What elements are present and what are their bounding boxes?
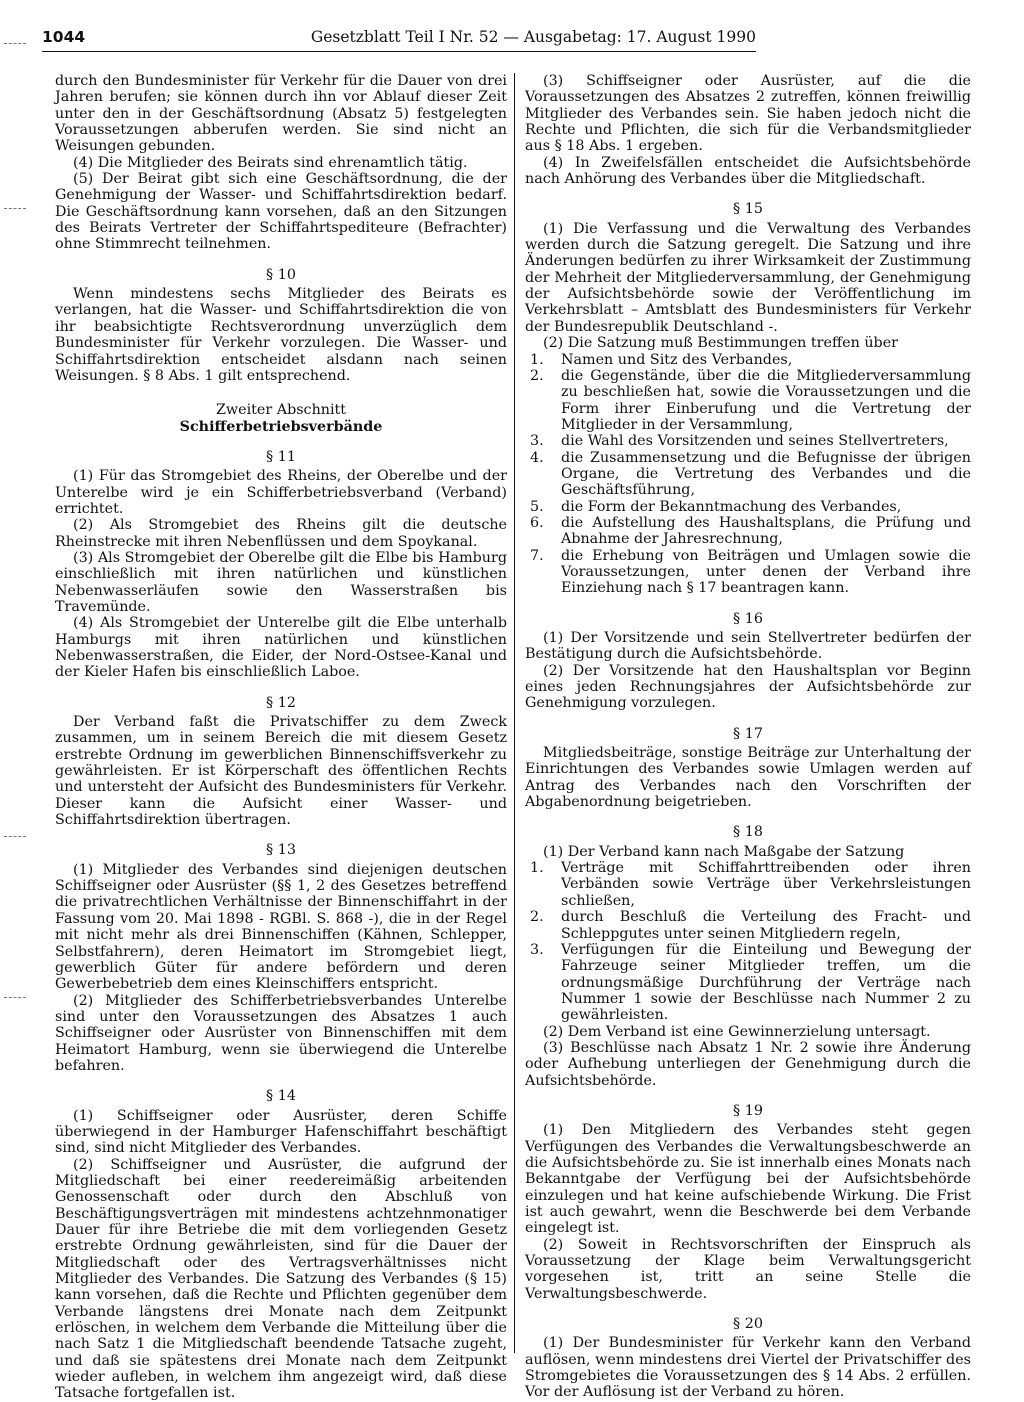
right-column xyxy=(525,73,971,1401)
list-item-number: 7. xyxy=(530,547,544,564)
list-item-text: die Erhebung von Beiträgen und Umlagen sowie die Voraussetzungen, unter denen der Verband ihre Einziehung nach § 17 beantragen kann. xyxy=(561,547,971,597)
enumeration-list xyxy=(525,860,971,1023)
list-item-text: die Aufstellung des Haushaltsplans, die Prüfung und Abnahme der Jahresrechnung, xyxy=(561,514,971,548)
paragraph: (4) Die Mitglieder des Beirats sind ehrenamtlich tätig. xyxy=(73,154,468,171)
paragraph: (1) Den Mitgliedern des Verbandes steht gegen Verfügungen des Verbandes die Verwaltungsbeschwerde an die Aufsichtsbehörde zu. Sie ist innerhalb eines Monats nach Bekanntgabe der Verfügung bei der Aufsichtsbehörde einzulegen und hat keine aufschiebende Wirkung. Die Frist ist auch gewahrt, wenn die Beschwerde bei dem Verbande eingelegt ist. xyxy=(525,1122,971,1237)
paragraph: (2) Schiffseigner und Ausrüster, die aufgrund der Mitgliedschaft bei einer reedereimäßig arbeitenden Genossenschaft oder durch den Abschluß von Beschäftigungsverträgen mit mindestens achtzehnmonatiger Dauer für ihre Betriebe die mit dem vorliegenden Gesetz erstrebte Ordnung gewährleisten, sind für die Dauer der Mitgliedschaft oder des Vertragsverhältnisses nicht Mitglieder des Verbandes. Die Satzung des Verbandes (§ 15) kann vorsehen, daß die Rechte und Pflichten gegenüber dem Verbande längstens drei Monate nach dem Zeitpunkt erlöschen, in welchem dem Verbande die Mitteilung über die nach Satz 1 die Mitgliedschaft beendende Tatsache zugeht, und daß sie spätestens drei Monate nach dem Zeitpunkt wieder aufleben, in welchem ihm angezeigt wird, daß diese Tatsache fortgefallen ist. xyxy=(55,1156,507,1402)
list-item-text: die Wahl des Vorsitzenden und seines Stellvertreters, xyxy=(561,433,949,450)
section-heading-16: § 16 xyxy=(733,610,763,627)
list-item-number: 6. xyxy=(530,514,544,531)
paragraph: (2) Die Satzung muß Bestimmungen treffen über xyxy=(543,335,898,352)
section-heading-10: § 10 xyxy=(266,266,296,283)
paragraph: (4) Als Stromgebiet der Unterelbe gilt die Elbe unterhalb Hamburgs mit ihren natürlichen und künstlichen Nebenwasserstraßen, die Eider, der Nord-Ostsee-Kanal und der Kieler Hafen bis einschließlich Laboe. xyxy=(55,615,507,681)
list-item xyxy=(525,860,971,909)
list-item-text: die Zusammensetzung und die Befugnisse der übrigen Organe, die Vertretung des Verbandes und die Geschäftsführung, xyxy=(561,449,971,499)
list-item-number: 2. xyxy=(530,909,544,926)
list-item xyxy=(525,433,971,449)
margin-mark xyxy=(4,997,26,998)
list-item-number: 1. xyxy=(530,351,544,368)
column-divider xyxy=(514,73,515,1353)
paragraph: (4) In Zweifelsfällen entscheidet die Aufsichtsbehörde nach Anhörung des Verbandes über die Mitgliedschaft. xyxy=(525,154,971,188)
list-item xyxy=(525,942,971,1024)
section-heading-12: § 12 xyxy=(266,694,296,711)
list-item-text: Namen und Sitz des Verbandes, xyxy=(561,351,793,368)
paragraph: (2) Der Vorsitzende hat den Haushaltsplan vor Beginn eines jeden Rechnungsjahres der Aufsichtsbehörde zur Genehmigung vorzulegen. xyxy=(525,662,971,712)
paragraph: (1) Der Vorsitzende und sein Stellvertreter bedürfen der Bestätigung durch die Aufsichtsbehörde. xyxy=(525,630,971,663)
margin-mark xyxy=(4,43,26,44)
paragraph: (2) Als Stromgebiet des Rheins gilt die deutsche Rheinstrecke mit ihren Nebenflüssen und dem Spoykanal. xyxy=(55,517,507,550)
list-item-text: Verfügungen für die Einteilung und Bewegung der Fahrzeuge seiner Mitglieder treffen, um die ordnungsmäßige Durchführung der Verträge nach Nummer 1 sowie der Beschlüsse nach Nummer 2 zu gewährleisten. xyxy=(561,941,971,1024)
paragraph: (3) Beschlüsse nach Absatz 1 Nr. 2 sowie ihre Änderung oder Aufhebung unterliegen der Genehmigung durch die Aufsichtsbehörde. xyxy=(525,1039,971,1089)
list-item-number: 4. xyxy=(530,449,544,466)
list-item-text: die Gegenstände, über die die Mitgliederversammlung zu beschließen hat, sowie die Voraussetzungen und die Form ihrer Einberufung und die Vertretung der Mitglieder in der Versammlung, xyxy=(561,367,971,433)
section-heading-14: § 14 xyxy=(266,1088,296,1105)
list-item-text: Verträge mit Schiffahrttreibenden oder ihren Verbänden sowie Verträge über Verkehrsleistungen schließen, xyxy=(561,860,971,909)
paragraph: Der Verband faßt die Privatschiffer zu dem Zweck zusammen, um in seinem Bereich die mit diesem Gesetz erstrebte Ordnung im gewerblichen Binnenschiffsverkehr zu gewährleisten. Er ist Körperschaft des öffentlichen Rechts und untersteht der Aufsicht des Bundesministers für Verkehr. Dieser kann die Aufsicht einer Wasser- und Schiffahrtsdirektion übertragen. xyxy=(55,714,507,829)
paragraph: durch den Bundesminister für Verkehr für die Dauer von drei Jahren berufen; sie können durch ihn vor Ablauf dieser Zeit unter den in der Geschäftsordnung (Absatz 5) festgelegten Voraussetzungen abberufen werden. Sie sind nicht an Weisungen gebunden. xyxy=(55,73,507,155)
page-number: 1044 xyxy=(42,28,86,46)
section-heading-20: § 20 xyxy=(733,1316,763,1333)
list-item xyxy=(525,909,971,942)
list-item-number: 5. xyxy=(530,498,544,515)
list-item-text: die Form der Bekanntmachung des Verbandes, xyxy=(561,498,902,515)
paragraph: Mitgliedsbeiträge, sonstige Beiträge zur Unterhaltung der Einrichtungen des Verbandes sowie Umlagen werden auf Antrag des Verbandes nach den Vorschriften der Abgabenordnung beigetrieben. xyxy=(525,745,971,811)
header-rule xyxy=(42,51,756,52)
paragraph: (5) Der Beirat gibt sich eine Geschäftsordnung, die der Genehmigung der Wasser- und Schiffahrtsdirektion bedarf. Die Geschäftsordnung kann vorsehen, daß an den Sitzungen des Beirats Vertreter der Schiffahrtspediteure (Befrachter) ohne Stimmrecht teilnehmen. xyxy=(55,171,507,253)
paragraph: (1) Der Verband kann nach Maßgabe der Satzung xyxy=(543,843,905,860)
list-item-number: 3. xyxy=(530,433,544,450)
running-head: Gesetzblatt Teil I Nr. 52 — Ausgabetag: 17. August 1990 xyxy=(310,28,756,46)
list-item xyxy=(525,515,971,548)
page-header xyxy=(42,28,756,50)
paragraph: (1) Schiffseigner oder Ausrüster, deren Schiffe überwiegend in der Hamburger Hafenschiffahrt beschäftigt sind, sind nicht Mitglieder des Verbandes. xyxy=(55,1107,507,1157)
paragraph: Wenn mindestens sechs Mitglieder des Beirats es verlangen, hat die Wasser- und Schiffahrtsdirektion die von ihr beabsichtigte Rechtsverordnung unverzüglich dem Bundesminister für Verkehr vorzulegen. Die Wasser- und Schiffahrtsdirektion entscheidet alsdann nach seinen Weisungen. § 8 Abs. 1 gilt entsprechend. xyxy=(55,286,507,384)
section-heading-18: § 18 xyxy=(733,824,763,841)
list-item-number: 2. xyxy=(530,367,544,384)
section-heading-15: § 15 xyxy=(733,201,763,218)
section-heading-17: § 17 xyxy=(733,725,763,742)
paragraph: (3) Als Stromgebiet der Oberelbe gilt die Elbe bis Hamburg einschließlich mit ihren natürlichen und künstlichen Nebenwasserläufen sowie den Wasserstraßen bis Travemünde. xyxy=(55,549,507,615)
list-item xyxy=(525,368,971,433)
section-heading-11: § 11 xyxy=(266,448,296,465)
left-column xyxy=(55,73,507,1402)
paragraph: (3) Schiffseigner oder Ausrüster, auf die die Voraussetzungen des Absatzes 2 zutreffen, können freiwillig Mitglieder des Verbandes sein. Sie haben jedoch nicht die Rechte und Pflichten, die sich für die Verbandsmitglieder aus § 18 Abs. 1 ergeben. xyxy=(525,73,971,155)
paragraph: (1) Für das Stromgebiet des Rheins, der Oberelbe und der Unterelbe wird je ein Schifferbetriebsverband (Verband) errichtet. xyxy=(55,468,507,517)
list-item-number: 1. xyxy=(530,860,544,877)
list-item-number: 3. xyxy=(530,941,544,958)
paragraph: (2) Soweit in Rechtsvorschriften der Einspruch als Voraussetzung der Klage beim Verwaltungsgericht vorgesehen ist, tritt an seine Stelle die Verwaltungsbeschwerde. xyxy=(525,1236,971,1302)
paragraph: (1) Die Verfassung und die Verwaltung des Verbandes werden durch die Satzung geregelt. Die Satzung und ihre Änderungen bedürfen zu ihrer Wirksamkeit der Zustimmung der Mehrheit der Mitgliederversammlung, der Genehmigung der Aufsichtsbehörde sowie der Veröffentlichung im Verkehrsblatt – Amtsblatt des Bundesministers für Verkehr der Bundesrepublik Deutschland -. xyxy=(525,220,971,335)
list-item xyxy=(525,548,971,597)
section-heading-13: § 13 xyxy=(266,842,296,859)
section-heading-19: § 19 xyxy=(733,1102,763,1119)
paragraph: (1) Mitglieder des Verbandes sind diejenigen deutschen Schiffseigner oder Ausrüster (§§ 1, 2 des Gesetzes betreffend die privatrechtlichen Verhältnisse der Binnenschiffahrt in der Fassung vom 20. Mai 1898 - RGBl. S. 868 -), die in der Regel mit nicht mehr als drei Binnenschiffen (Kähnen, Schlepper, Selbstfahrern), deren Heimatort im Stromgebiet liegt, gewerblich Güter für andere befördern und deren Gewerbebetrieb dem eines Kleinschiffers entspricht. xyxy=(55,861,507,993)
paragraph: (1) Der Bundesminister für Verkehr kann den Verband auflösen, wenn mindestens drei Viertel der Privatschiffer des Stromgebietes die Voraussetzungen des § 14 Abs. 2 erfüllen. Vor der Auflösung ist der Verband zu hören. xyxy=(525,1335,971,1401)
margin-mark xyxy=(4,208,26,209)
list-item-text: durch Beschluß die Verteilung des Fracht- und Schleppgutes unter seinen Mitgliedern regeln, xyxy=(561,909,971,942)
list-item xyxy=(525,450,971,499)
chapter-title: Zweiter Abschnitt xyxy=(215,402,347,419)
paragraph: (2) Mitglieder des Schifferbetriebsverbandes Unterelbe sind unter den Voraussetzungen des Absatzes 1 auch Schiffseigner oder Ausrüster von Binnenschiffen mit dem Heimatort Hamburg, wenn sie überwiegend die Unterelbe befahren. xyxy=(55,992,507,1074)
enumeration-list xyxy=(525,352,971,597)
list-item xyxy=(525,499,971,515)
chapter-subtitle: Schifferbetriebsverbände xyxy=(179,418,383,435)
list-item xyxy=(525,352,971,368)
paragraph: (2) Dem Verband ist eine Gewinnerzielung untersagt. xyxy=(543,1023,931,1040)
margin-mark xyxy=(4,836,26,837)
